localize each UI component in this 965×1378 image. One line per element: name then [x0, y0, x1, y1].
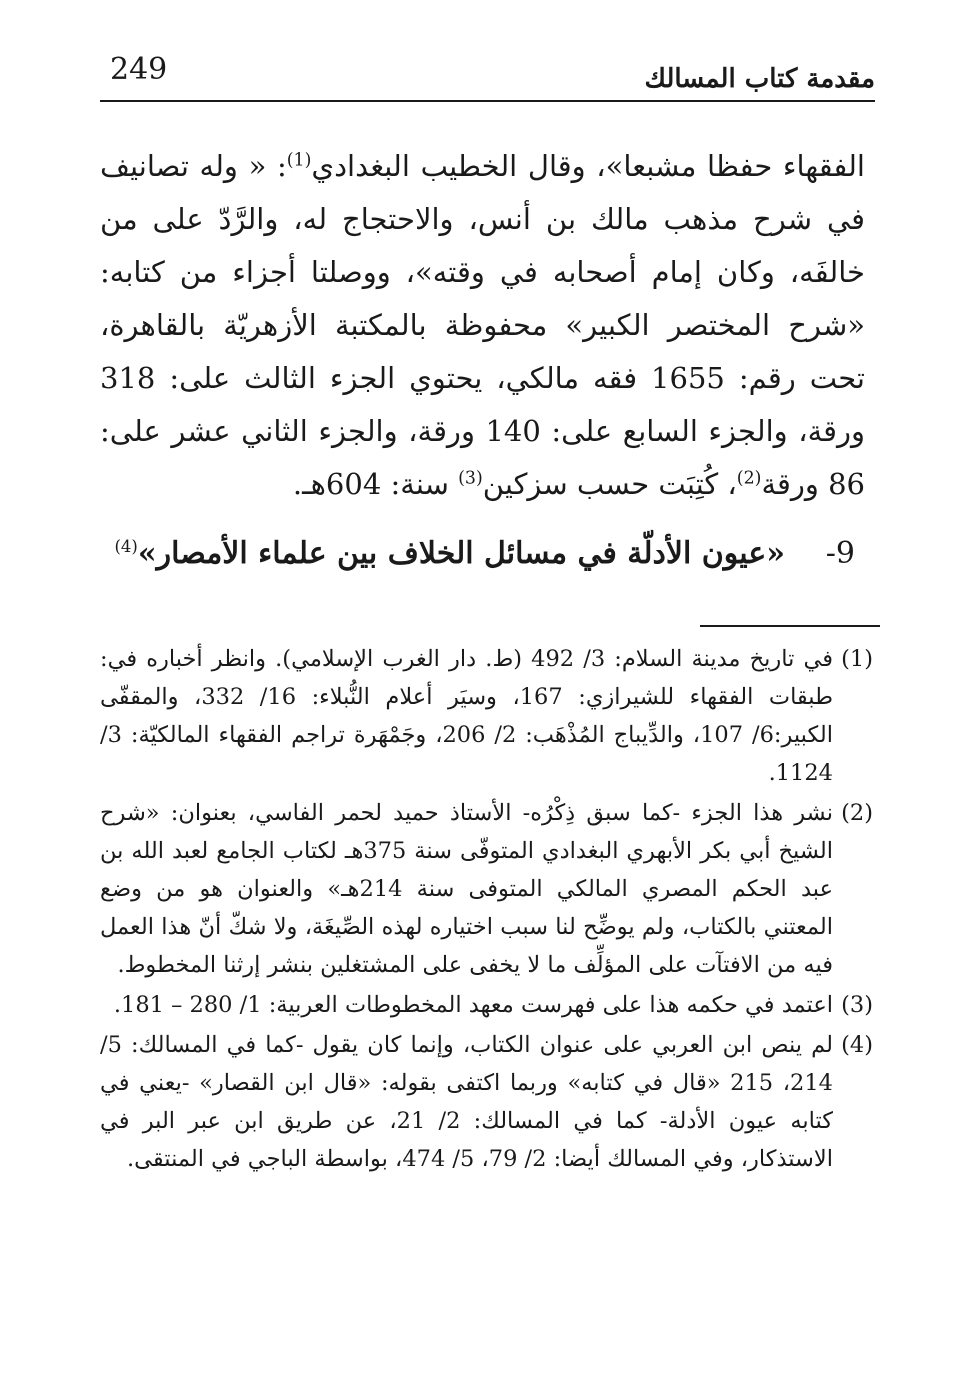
- list-item-title: «عيون الأدلّة في مسائل الخلاف بين علماء الأمصار»: [137, 536, 785, 571]
- footnote-number: (4): [841, 1032, 873, 1058]
- footnote-number: (2): [841, 800, 873, 826]
- running-title: مقدمة كتاب المسالك: [644, 64, 875, 94]
- footnote-1: [100, 640, 873, 792]
- footnote-ref-1[interactable]: (1): [286, 150, 312, 171]
- footnote-3: [100, 986, 873, 1024]
- footnote-text: لم ينص ابن العربي على عنوان الكتاب، وإنما كان يقول -كما في المسالك: 5/ 214، 215 «قال في كتابه» وربما اكتفى بقوله: «قال ابن القصار» -يعني في كتابه عيون الأدلة- كما في المسالك: 2/ 21، عن طريق ابن عبر البر في الاستذكار، وفي المسالك أيضا: 2/ 79، 5/ 474، بواسطة الباجي في المنتقى.: [100, 1032, 833, 1172]
- footnote-ref-4[interactable]: (4): [114, 537, 138, 556]
- body-text-segment: ، كُتِبَت حسب سزكين: [482, 467, 737, 501]
- page-number: 249: [110, 52, 168, 87]
- page-header: [100, 46, 875, 102]
- list-item-number: 9-: [825, 536, 855, 571]
- footnote-number: (3): [841, 992, 873, 1018]
- footnote-text: نشر هذا الجزء -كما سبق ذِكْرُه- الأستاذ حميد لحمر الفاسي، بعنوان: «شرح الشيخ أبي بكر الأبهري البغدادي المتوفّى سنة 375هـ لكتاب الجامع لعبد الله بن عبد الحكم المصري المالكي المتوفى سنة 214هـ» والعنوان هو من وضع المعتني بالكتاب، ولم يوضِّح لنا سبب اختياره لهذه الصِّيغَة، ولا شكّ أنّ هذا العمل فيه من الافتآت على المؤلِّف ما لا يخفى على المشتغلين بنشر إرثنا المخطوط.: [100, 800, 833, 978]
- body-text-segment: الفقهاء حفظا مشبعا»، وقال الخطيب البغدادي: [311, 149, 865, 183]
- list-item-9: [100, 520, 855, 581]
- footnotes-section: [100, 640, 873, 1180]
- footnote-text: اعتمد في حكمه هذا على فهرست معهد المخطوطات العربية: 1/ 280 – 181.: [113, 992, 833, 1018]
- footnote-4: [100, 1026, 873, 1178]
- footnote-text: في تاريخ مدينة السلام: 3/ 492 (ط. دار الغرب الإسلامي). وانظر أخباره في: طبقات الفقهاء للشيرازي: 167، وسيَر أعلام النُّبلاء: 16/ 332، والمقفّى الكبير:6/ 107، والدِّيباج المُذْهَب: 2/ 206، وجَمْهَرة تراجم الفقهاء المالكيّة: 3/ 1124.: [100, 646, 834, 786]
- footnote-ref-2[interactable]: (2): [736, 468, 762, 489]
- body-paragraph: [100, 140, 865, 511]
- footnote-2: [100, 794, 873, 984]
- body-text-segment: : « وله تصانيف في شرح مذهب مالك بن أنس، والاحتجاج له، والرَّدّ على من خالفَه، وكان إمام أصحابه في وقته»، ووصلتا أجزاء من كتابه: «شرح المختصر الكبير» محفوظة بالمكتبة الأزهريّة بالقاهرة، تحت رقم: 1655 فقه مالكي، يحتوي الجزء الثالث على: 318 ورقة، والجزء السابع على: 140 ورقة، والجزء الثاني عشر على: 86 ورقة: [100, 149, 865, 501]
- body-text-segment: سنة: 604هـ.: [292, 467, 459, 501]
- footnote-separator: [700, 625, 880, 627]
- footnote-ref-3[interactable]: (3): [458, 468, 483, 489]
- footnote-number: (1): [841, 646, 873, 672]
- header-rule: [100, 100, 875, 102]
